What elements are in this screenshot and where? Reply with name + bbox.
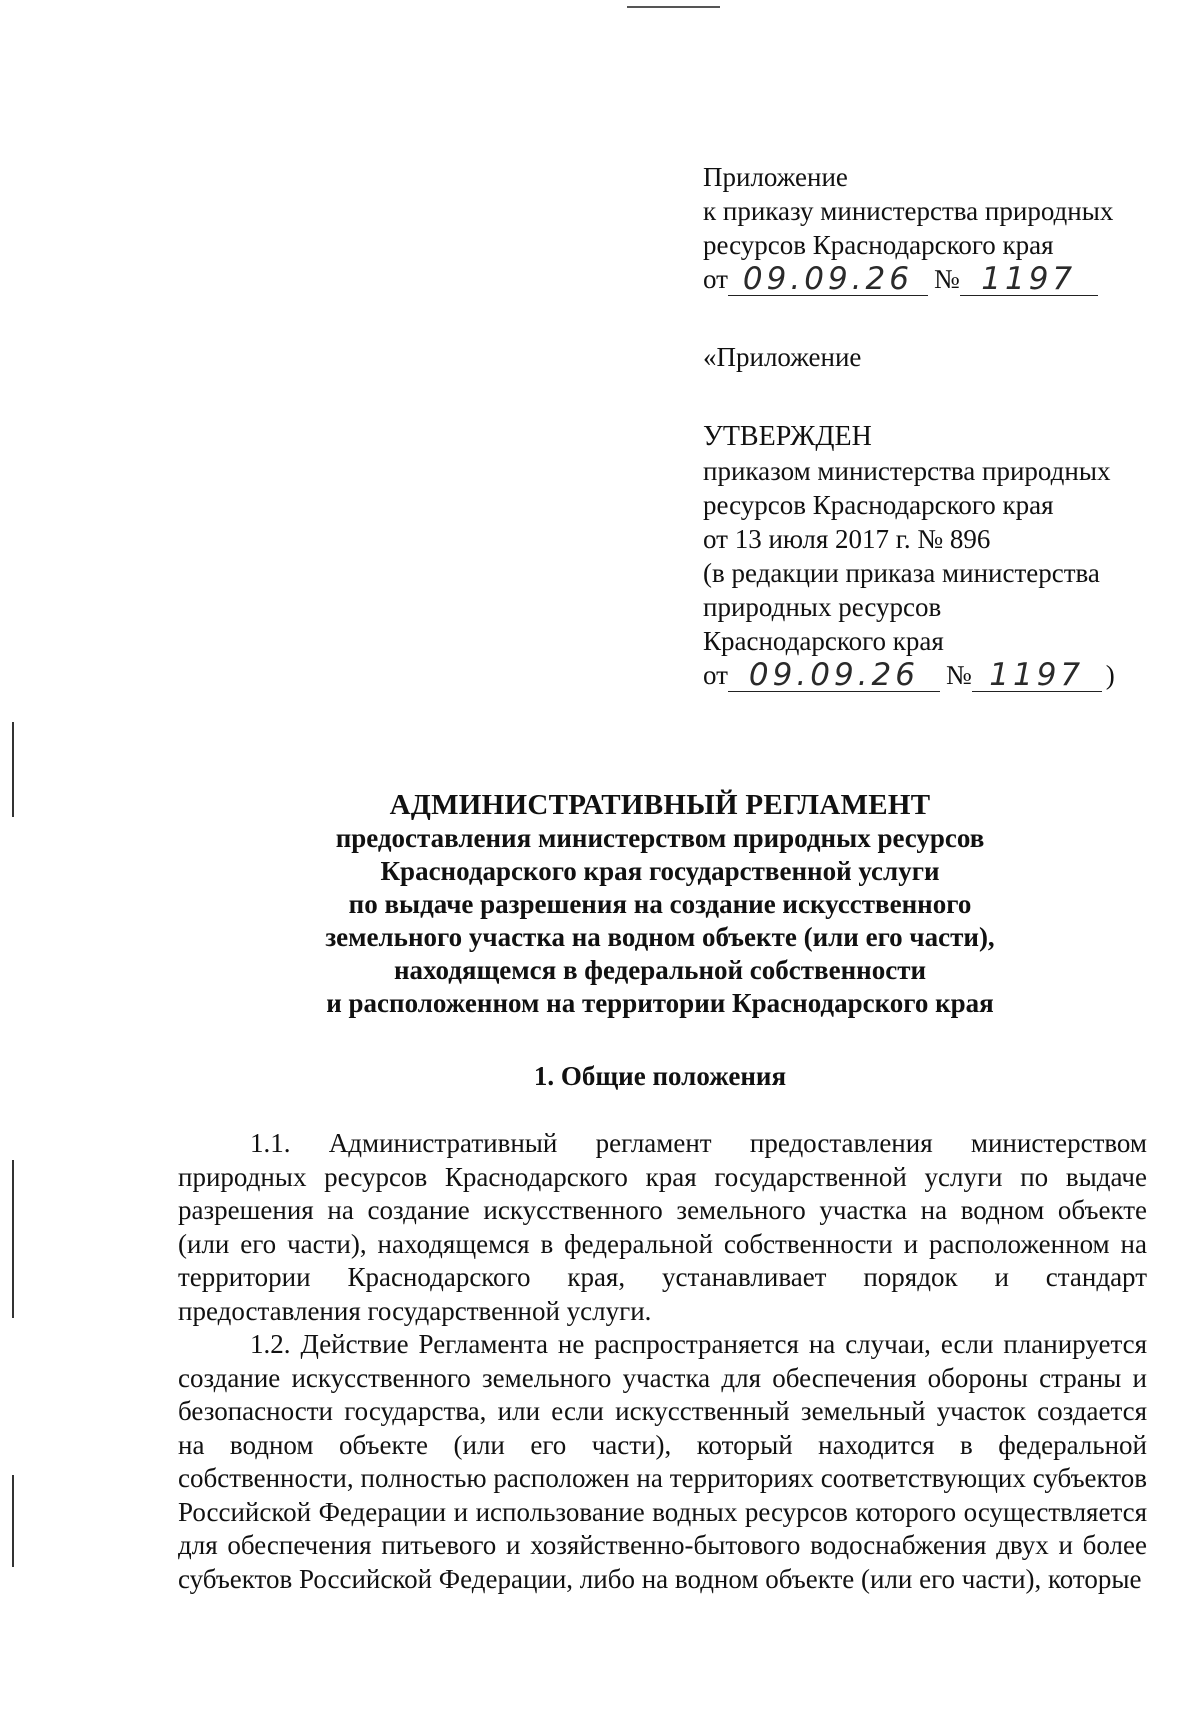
document-title-block xyxy=(180,789,1140,1020)
paragraph-1-1: 1.1. Административный регламент предоставления министерством природных ресурсов Краснодарского края государственной услуги по выдаче разрешения на создание искусственного земельного участка на водном объекте (или его части), находящемся в федеральной собственности и расположенном на территории Краснодарского края, устанавливает порядок и стандарт предоставления государственной услуги. xyxy=(178,1128,1147,1326)
attachment-number-sign: № xyxy=(933,264,960,294)
attachment-line-3: ресурсов Краснодарского края xyxy=(703,230,1054,260)
document-main-title: АДМИНИСТРАТИВНЫЙ РЕГЛАМЕНТ xyxy=(389,789,931,821)
scan-mark-left-3 xyxy=(12,1475,14,1567)
previous-attachment-label: «Приложение xyxy=(703,342,862,372)
attachment-line-2: к приказу министерства природных xyxy=(703,196,1114,226)
top-divider xyxy=(627,6,720,8)
approval-date-prefix: от xyxy=(703,660,728,690)
attachment-line-1: Приложение xyxy=(703,162,848,192)
attachment-number-handwritten: 1197 xyxy=(960,263,1098,296)
approval-line-5: природных ресурсов xyxy=(703,592,942,622)
document-subtitle-line-3: по выдаче разрешения на создание искусственного xyxy=(348,889,972,919)
approval-date-row xyxy=(703,658,1143,692)
document-subtitle-line-2: Краснодарского края государственной услуги xyxy=(380,856,940,886)
approval-line-1: приказом министерства природных xyxy=(703,456,1111,486)
document-subtitle-line-5: находящемся в федеральной собственности xyxy=(393,955,927,985)
approval-line-2: ресурсов Краснодарского края xyxy=(703,490,1054,520)
scan-mark-left-2 xyxy=(12,1160,14,1318)
attachment-header-block xyxy=(703,160,1143,692)
scan-mark-left-1 xyxy=(12,722,14,817)
attachment-date-prefix: от xyxy=(703,264,728,294)
paragraph-1-2: 1.2. Действие Регламента не распространяется на случаи, если планируется создание искусственного земельного участка для обеспечения обороны страны и безопасности государства, или если искусственный земельный участок создается на водном объекте (или его части), который находится в федеральной собственности, полностью расположен на территориях соответствующих субъектов Российской Федерации и использование водных ресурсов которого осуществляется для обеспечения питьевого и хозяйственно-бытового водоснабжения двух и более субъектов Российской Федерации, либо на водном объекте (или его части), которые xyxy=(178,1329,1147,1594)
approval-line-6: Краснодарского края xyxy=(703,626,944,656)
section-1-body xyxy=(178,1127,1147,1596)
document-subtitle-line-6: и расположенном на территории Краснодарского края xyxy=(326,988,994,1018)
document-subtitle-line-4: земельного участка на водном объекте (или его части), xyxy=(325,922,995,952)
approval-date-handwritten: 09.09.26 xyxy=(728,659,940,692)
approval-line-4: (в редакции приказа министерства xyxy=(703,558,1100,588)
attachment-date-handwritten: 09.09.26 xyxy=(728,263,928,296)
approval-number-sign: № xyxy=(945,660,972,690)
document-subtitle-line-1: предоставления министерством природных ресурсов xyxy=(335,823,985,853)
approval-number-handwritten: 1197 xyxy=(972,659,1102,692)
section-1-heading: 1. Общие положения xyxy=(533,1061,787,1091)
attachment-date-row xyxy=(703,262,1143,296)
approval-line-3: от 13 июля 2017 г. № 896 xyxy=(703,524,991,554)
approval-closing-paren: ) xyxy=(1105,660,1115,690)
approval-heading: УТВЕРЖДЕН xyxy=(703,421,872,452)
